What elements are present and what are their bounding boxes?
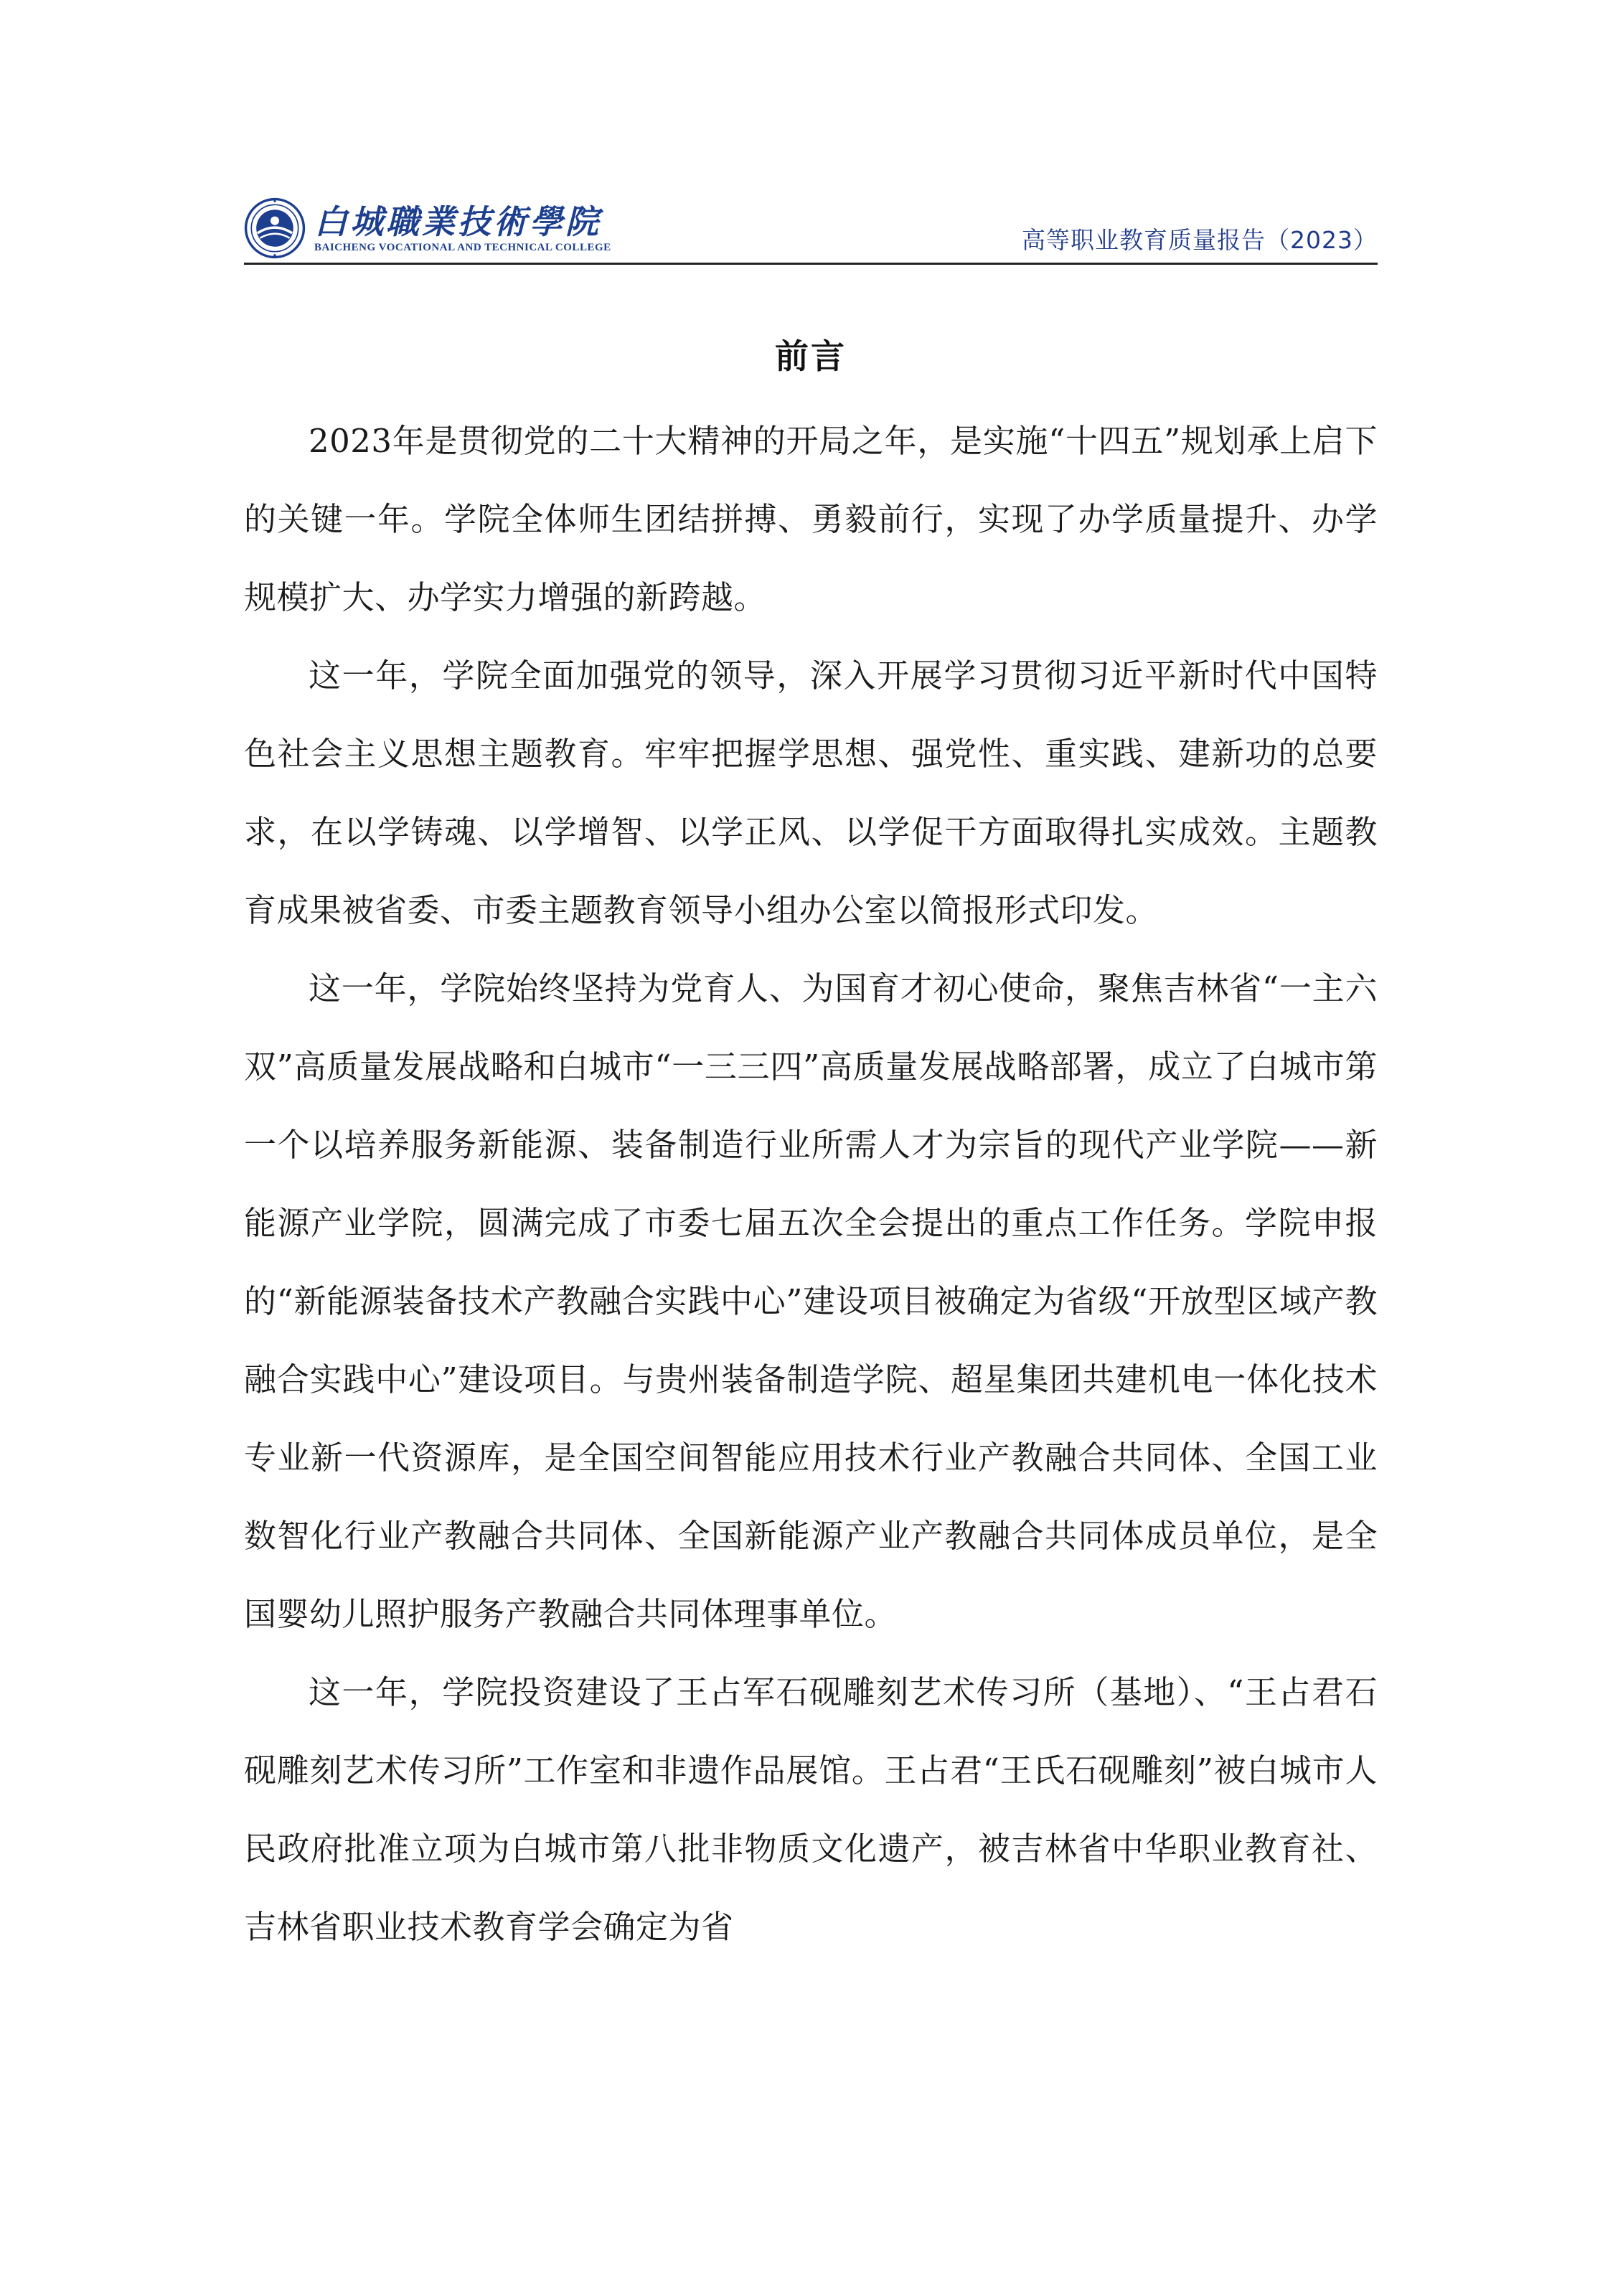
logo-english-name: BAICHENG VOCATIONAL AND TECHNICAL COLLEGE (314, 242, 611, 253)
paragraph: 2023年是贯彻党的二十大精神的开局之年，是实施“十四五”规划承上启下的关键一年。学院全体师生团结拼搏、勇毅前行，实现了办学质量提升、办学规模扩大、办学实力增强的新跨越。 (244, 422, 1378, 616)
section-title: 前言 (775, 337, 847, 377)
page-header (244, 188, 1378, 265)
header-divider (244, 263, 1378, 265)
logo-chinese-name: 白城職業技術學院 (314, 202, 601, 241)
report-title: 高等职业教育质量报告（2023） (1022, 226, 1378, 254)
college-logo (244, 192, 611, 264)
body-text (244, 402, 1378, 1966)
paragraph: 这一年，学院全面加强党的领导，深入开展学习贯彻习近平新时代中国特色社会主义思想主题教育。牢牢把握学思想、强党性、重实践、建新功的总要求，在以学铸魂、以学增智、以学正风、以学促干方面取得扎实成效。主题教育成果被省委、市委主题教育领导小组办公室以简报形式印发。 (244, 657, 1378, 929)
paragraph: 这一年，学院始终坚持为党育人、为国育才初心使命，聚焦吉林省“一主六双”高质量发展战略和白城市“一三三四”高质量发展战略部署，成立了白城市第一个以培养服务新能源、装备制造行业所需人才为宗旨的现代产业学院——新能源产业学院，圆满完成了市委七届五次全会提出的重点工作任务。学院申报的“新能源装备技术产教融合实践中心”建设项目被确定为省级“开放型区域产教融合实践中心”建设项目。与贵州装备制造学院、超星集团共建机电一体化技术专业新一代资源库，是全国空间智能应用技术行业产教融合共同体、全国工业数智化行业产教融合共同体、全国新能源产业产教融合共同体成员单位，是全国婴幼儿照护服务产教融合共同体理事单位。 (244, 969, 1378, 1633)
paragraph: 这一年，学院投资建设了王占军石砚雕刻艺术传习所（基地）、“王占君石砚雕刻艺术传习所”工作室和非遗作品展馆。王占君“王氏石砚雕刻”被白城市人民政府批准立项为白城市第八批非物质文化遗产，被吉林省中华职业教育社、吉林省职业技术教育学会确定为省 (244, 1673, 1378, 1946)
college-seal-icon (244, 197, 306, 259)
